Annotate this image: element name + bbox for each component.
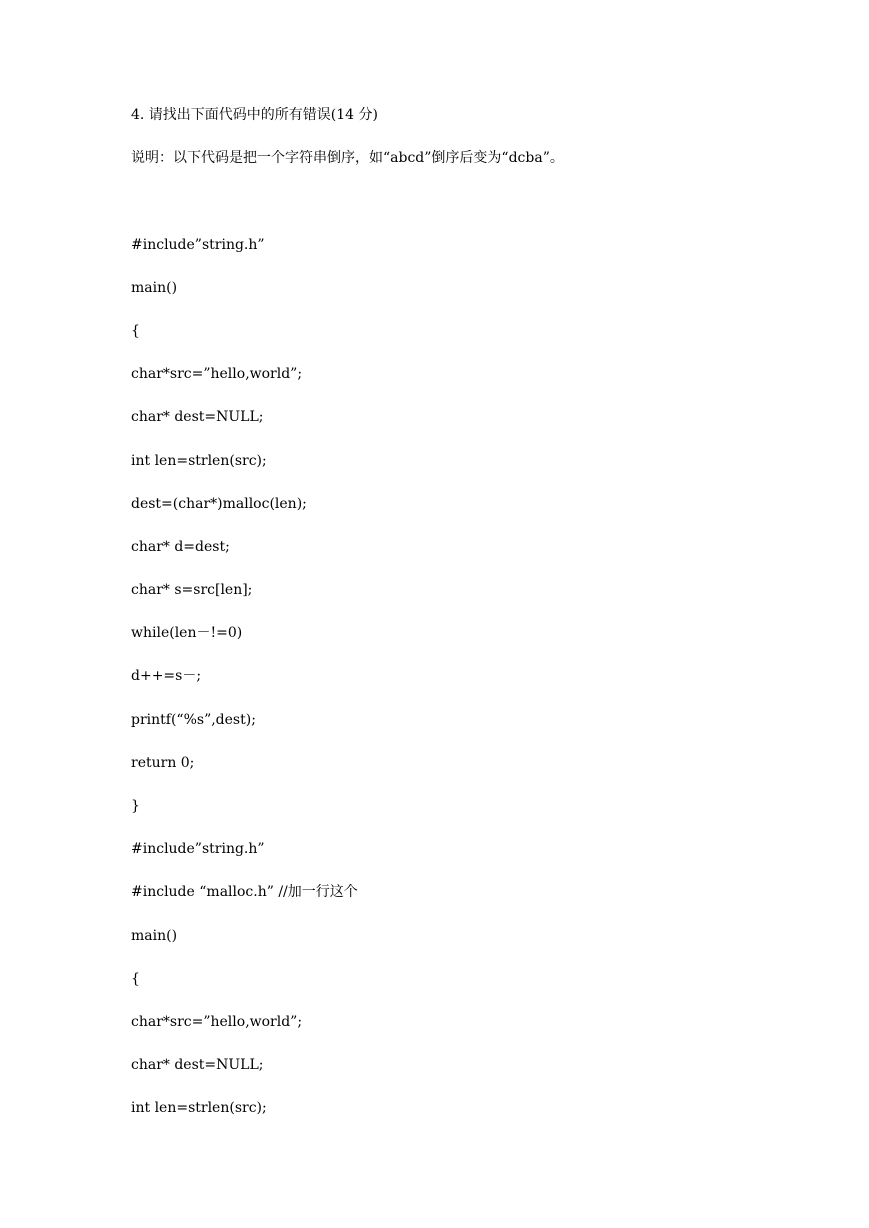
code-line: }: [131, 798, 140, 814]
code-line: {: [131, 970, 140, 987]
code-line: d++=s－;: [131, 668, 202, 685]
code-line: char*src=”hello,world”;: [131, 366, 303, 383]
code-block-corrected: [131, 839, 831, 1141]
code-line: return 0;: [131, 754, 195, 771]
question-heading: 4. 请找出下面代码中的所有错误(14 分): [131, 107, 378, 123]
code-line: printf(“%s”,dest);: [131, 711, 256, 728]
code-line: {: [131, 322, 140, 339]
code-line: char* d=dest;: [131, 538, 230, 555]
code-line: char* dest=NULL;: [131, 1057, 264, 1074]
code-line: #include “malloc.h” //加一行这个: [131, 884, 358, 901]
code-line: while(len－!=0): [131, 625, 243, 642]
question-description: 说明：以下代码是把一个字符串倒序，如“abcd”倒序后变为“dcba”。: [131, 150, 564, 167]
document-body: [131, 105, 831, 1142]
code-line: #include”string.h”: [131, 841, 265, 858]
code-line: int len=strlen(src);: [131, 452, 267, 469]
code-block-original: [131, 235, 831, 840]
blank-spacer: [131, 191, 831, 234]
code-line: dest=(char*)malloc(len);: [131, 495, 307, 512]
code-line: char*src=”hello,world”;: [131, 1013, 303, 1030]
code-line: main(): [131, 927, 178, 944]
code-line: char* s=src[len];: [131, 582, 253, 599]
code-line: #include”string.h”: [131, 236, 265, 253]
code-line: int len=strlen(src);: [131, 1100, 267, 1117]
code-line: main(): [131, 279, 178, 296]
code-line: char* dest=NULL;: [131, 409, 264, 426]
